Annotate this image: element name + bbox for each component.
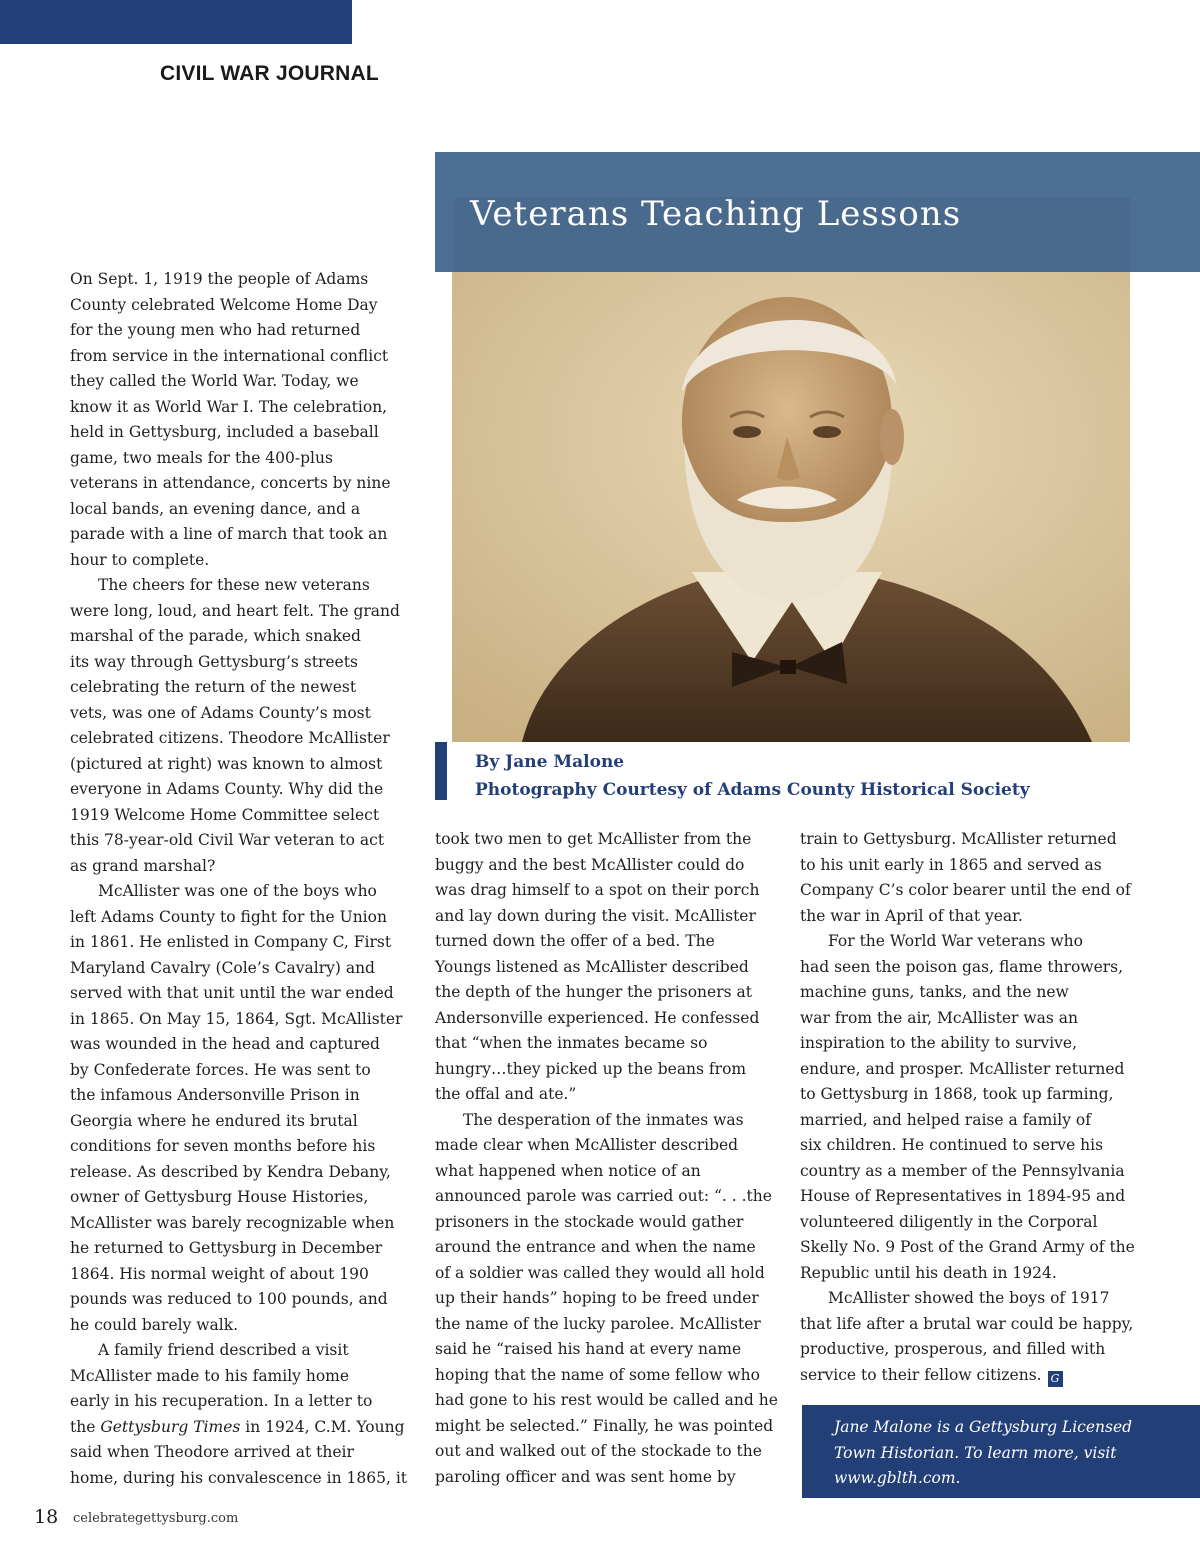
text-line: what happened when notice of an (435, 1161, 701, 1180)
text-line: game, two meals for the 400-plus (70, 448, 333, 467)
text-line: around the entrance and when the name (435, 1238, 756, 1256)
text-line: Skelly No. 9 Post of the Grand Army of the (800, 1238, 1135, 1256)
text-line: was wounded in the head and captured (70, 1035, 380, 1053)
text-line: 1919 Welcome Home Committee select (70, 805, 380, 824)
text-line: had gone to his rest would be called and he (435, 1391, 778, 1409)
footer-website: celebrategettysburg.com (73, 1511, 239, 1526)
bio-line: Jane Malone is a Gettysburg Licensed (834, 1418, 1133, 1436)
byline-author: By Jane Malone (475, 752, 625, 772)
text-line (70, 1415, 410, 1441)
text-line: took two men to get McAllister from the (435, 830, 752, 848)
text-line: the infamous Andersonville Prison in (70, 1086, 360, 1104)
byline (475, 748, 1030, 804)
title-band (435, 152, 1200, 272)
text-fragment: the (70, 1417, 101, 1436)
publication-name: Gettysburg Times (100, 1417, 241, 1436)
text-line: local bands, an evening dance, and a (70, 499, 361, 518)
text-line: held in Gettysburg, included a baseball (70, 423, 379, 441)
text-line: were long, loud, and heart felt. The grand (70, 601, 400, 620)
text-line: paroling officer and was sent home by (435, 1467, 736, 1486)
text-line: McAllister showed the boys of 1917 (828, 1289, 1110, 1307)
text-line: its way through Gettysburg’s streets (70, 652, 358, 671)
text-line: might be selected.” Finally, he was pointed (435, 1416, 774, 1435)
portrait-illustration (452, 272, 1130, 742)
article-column-3 (800, 827, 1135, 1388)
section-label: CIVIL WAR JOURNAL (160, 62, 379, 85)
text-line: announced parole was carried out: “. . .the (435, 1187, 772, 1205)
text-line: turned down the offer of a bed. The (435, 932, 715, 950)
text-line: hungry…they picked up the beans from (435, 1059, 747, 1078)
text-line: McAllister was one of the boys who (98, 882, 377, 900)
article-title: Veterans Teaching Lessons (470, 194, 962, 234)
text-line: machine guns, tanks, and the new (800, 983, 1069, 1001)
text-line: celebrating the return of the newest (70, 678, 357, 696)
text-line: was drag himself to a spot on their porch (435, 881, 760, 899)
text-line: volunteered diligently in the Corporal (800, 1212, 1098, 1231)
text-line: House of Representatives in 1894-95 and (800, 1187, 1126, 1205)
text-line: in 1865. On May 15, 1864, Sgt. McAllister (70, 1009, 403, 1028)
text-line: McAllister was barely recognizable when (70, 1213, 395, 1232)
text-line: vets, was one of Adams County’s most (70, 703, 371, 722)
text-line: Maryland Cavalry (Cole’s Cavalry) and (70, 958, 375, 977)
text-line: On Sept. 1, 1919 the people of Adams (70, 270, 369, 288)
text-line: he could barely walk. (70, 1315, 239, 1334)
text-line: everyone in Adams County. Why did the (70, 780, 384, 798)
page-number: 18 (34, 1506, 59, 1528)
text-line: train to Gettysburg. McAllister returned (800, 830, 1117, 848)
end-mark-icon: G (1048, 1371, 1063, 1387)
text-line: 1864. His normal weight of about 190 (70, 1264, 369, 1283)
text-line: served with that unit until the war ended (70, 984, 394, 1002)
text-line: six children. He continued to serve his (800, 1136, 1104, 1154)
text-line: hoping that the name of some fellow who (435, 1365, 760, 1384)
author-bio (834, 1415, 1132, 1492)
text-line: they called the World War. Today, we (70, 372, 359, 390)
text-line: pounds was reduced to 100 pounds, and (70, 1290, 388, 1308)
text-line: the war in April of that year. (800, 906, 1023, 925)
text-line: up their hands” hoping to be freed under (435, 1289, 759, 1307)
text-line: married, and helped raise a family of (800, 1110, 1091, 1129)
byline-accent-bar (435, 742, 447, 800)
text-line: Youngs listened as McAllister described (435, 957, 749, 976)
text-line: out and walked out of the stockade to the (435, 1442, 762, 1460)
article-column-2 (435, 827, 778, 1490)
text-line: The desperation of the inmates was (463, 1110, 744, 1129)
text-line: McAllister made to his family home (70, 1366, 350, 1385)
text-line: to Gettysburg in 1868, took up farming, (800, 1085, 1114, 1103)
text-line: The cheers for these new veterans (98, 576, 370, 594)
text-line: that “when the inmates became so (435, 1034, 708, 1052)
text-line: the offal and ate.” (435, 1085, 577, 1103)
text-line: as grand marshal? (70, 856, 216, 875)
text-line: country as a member of the Pennsylvania (800, 1161, 1125, 1180)
text-line: know it as World War I. The celebration, (70, 397, 388, 416)
text-line: conditions for seven months before his (70, 1137, 376, 1155)
text-line: made clear when McAllister described (435, 1136, 739, 1154)
text-line: Company C’s color bearer until the end of (800, 881, 1131, 899)
text-line: buggy and the best McAllister could do (435, 855, 745, 874)
text-line: (pictured at right) was known to almost (70, 754, 383, 773)
text-line: celebrated citizens. Theodore McAllister (70, 729, 390, 747)
text-line: parade with a line of march that took an (70, 525, 388, 543)
text-line: Georgia where he endured its brutal (70, 1111, 358, 1130)
text-line: left Adams County to fight for the Union (70, 907, 387, 926)
text-line (800, 1363, 1130, 1389)
text-line: marshal of the parade, which snaked (70, 627, 361, 645)
text-line: the name of the lucky parolee. McAllister (435, 1314, 761, 1333)
text-line: inspiration to the ability to survive, (800, 1034, 1078, 1052)
text-line: that life after a brutal war could be happy, (800, 1314, 1134, 1333)
text-line: to his unit early in 1865 and served as (800, 855, 1102, 874)
text-line: of a soldier was called they would all hold (435, 1263, 765, 1282)
text-line: Republic until his death in 1924. (800, 1263, 1057, 1282)
text-line: he returned to Gettysburg in December (70, 1239, 383, 1257)
text-line: by Confederate forces. He was sent to (70, 1060, 371, 1079)
text-line: the depth of the hunger the prisoners at (435, 983, 752, 1001)
text-line: said when Theodore arrived at their (70, 1443, 354, 1461)
text-line: productive, prosperous, and filled with (800, 1340, 1106, 1358)
text-line: veterans in attendance, concerts by nine (70, 474, 391, 492)
text-line: endure, and prosper. McAllister returned (800, 1059, 1125, 1078)
text-line: home, during his convalescence in 1865, it (70, 1468, 408, 1487)
byline-photo-credit: Photography Courtesy of Adams County Historical Society (475, 780, 1030, 800)
text-line: in 1861. He enlisted in Company C, First (70, 933, 392, 951)
text-line: said he “raised his hand at every name (435, 1340, 742, 1358)
bio-line: Town Historian. To learn more, visit (834, 1443, 1117, 1462)
text-line: from service in the international conflict (70, 346, 389, 365)
text-line: hour to complete. (70, 550, 210, 569)
author-bio-box (802, 1405, 1200, 1498)
portrait-photo (452, 272, 1130, 742)
bio-line: www.gblth.com. (834, 1469, 961, 1487)
text-line: had seen the poison gas, flame throwers, (800, 957, 1124, 976)
text-line: For the World War veterans who (828, 932, 1083, 950)
text-fragment: in 1924, C.M. Young (240, 1417, 405, 1436)
text-line: County celebrated Welcome Home Day (70, 295, 378, 314)
text-line: war from the air, McAllister was an (800, 1008, 1078, 1027)
text-fragment: service to their fellow citizens. (800, 1365, 1042, 1384)
top-accent-bar (0, 0, 352, 44)
text-line: Andersonville experienced. He confessed (435, 1008, 760, 1027)
text-line: release. As described by Kendra Debany, (70, 1162, 391, 1181)
text-line: early in his recuperation. In a letter to (70, 1392, 373, 1410)
text-line: prisoners in the stockade would gather (435, 1212, 744, 1231)
text-line: A family friend described a visit (98, 1341, 349, 1359)
text-line: and lay down during the visit. McAllister (435, 906, 756, 925)
text-line: owner of Gettysburg House Histories, (70, 1188, 369, 1206)
text-line: this 78-year-old Civil War veteran to act (70, 831, 385, 849)
article-column-1 (70, 267, 410, 1491)
text-line: for the young men who had returned (70, 321, 361, 339)
